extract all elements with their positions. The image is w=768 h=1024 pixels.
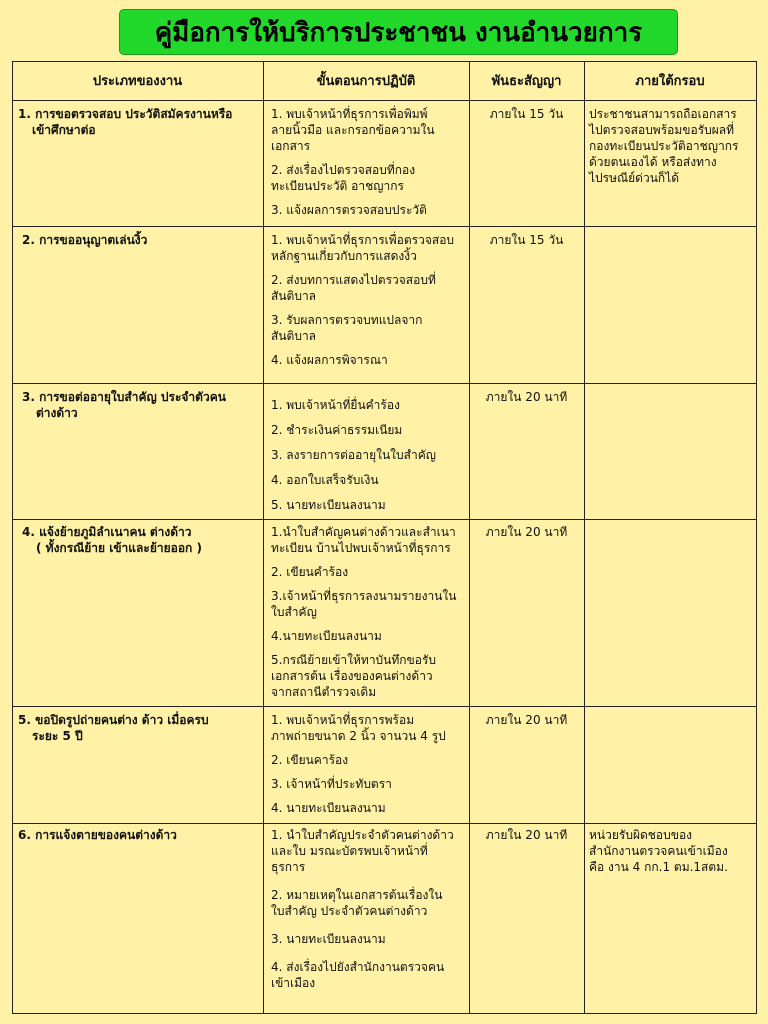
step-line: 4. แจ้งผลการพิจารณา	[271, 353, 388, 367]
row-deadline: ภายใน 20 นาที	[485, 525, 568, 539]
table-row	[18, 712, 258, 744]
step-line: 4. ส่งเรื่องไปยังสำนักงานตรวจคน	[271, 960, 445, 974]
header-type: ประเภทของงาน	[92, 74, 183, 89]
step-line: 3. รับผลการตรวจบทแปลจาก	[271, 313, 423, 327]
step-line: 4. ออกใบเสร็จรับเงิน	[271, 473, 379, 487]
row-steps	[271, 712, 466, 816]
row-framework	[589, 106, 754, 186]
row-deadline: ภายใน 15 วัน	[489, 107, 564, 121]
step-line: ทะเบียน บ้านไปพบเจ้าหน้าที่ธุรการ	[271, 541, 451, 555]
step-line: 3. ลงรายการต่ออายุในใบสำคัญ	[271, 448, 436, 462]
step-line: 1. พบเจ้าหน้าที่ธุรการพร้อม	[271, 713, 415, 727]
framework-line: สำนักงานตรวจคนเข้าเมือง	[589, 844, 728, 858]
row-deadline: ภายใน 20 นาที	[485, 713, 568, 727]
step-line: สันติบาล	[271, 329, 317, 343]
header-framework: ภายใต้กรอบ	[635, 74, 705, 89]
step-line: 1. พบเจ้าหน้าที่ธุรการเพื่อพิมพ์	[271, 107, 428, 121]
step-line: 4. นายทะเบียนลงนาม	[271, 801, 386, 815]
step-line: ใบสำคัญ ประจำตัวคนต่างด้าว	[271, 904, 428, 918]
service-table	[12, 61, 757, 1014]
table-row	[22, 524, 258, 556]
row-type-line2: ระยะ 5 ปี	[32, 729, 83, 743]
step-line: 2. ส่งบทการแสดงไปตรวจสอบที่	[271, 273, 436, 287]
step-line: จากสถานีตำรวจเดิม	[271, 685, 377, 699]
step-line: หลักฐานเกี่ยวกับการแสดงงิ้ว	[271, 249, 417, 263]
row-framework	[589, 827, 754, 875]
row-deadline: ภายใน 20 นาที	[485, 828, 568, 842]
step-line: 2. ส่งเรื่องไปตรวจสอบที่กอง	[271, 163, 416, 177]
step-line: 5. นายทะเบียนลงนาม	[271, 498, 386, 512]
row-steps	[271, 106, 466, 218]
step-line: 3.เจ้าหน้าที่ธุรการลงนามรายงานใน	[271, 589, 457, 603]
step-line: ทะเบียนประวัติ อาชญากร	[271, 179, 404, 193]
row-type-line1: 2. การขออนุญาตเล่นงิ้ว	[22, 233, 148, 247]
step-line: 2. หมายเหตุในเอกสารต้นเรื่องใน	[271, 888, 443, 902]
page-title: คู่มือการให้บริการประชาชน งานอำนวยการ	[119, 9, 678, 55]
step-line: เอกสารต้น เรื่องของคนต่างด้าว	[271, 669, 433, 683]
step-line: ภาพถ่ายขนาด 2 นิ้ว จานวน 4 รูป	[271, 729, 446, 743]
step-line: ลายนิ้วมือ และกรอกข้อความใน	[271, 123, 435, 137]
row-type-line2: เข้าศึกษาต่อ	[32, 123, 96, 137]
table-row	[18, 827, 258, 843]
step-line: ใบสำคัญ	[271, 605, 317, 619]
step-line: ธุรการ	[271, 860, 306, 874]
row-type-line1: 6. การแจ้งตายของคนต่างด้าว	[18, 828, 177, 842]
row-type-line1: 3. การขอต่ออายุใบสำคัญ ประจำตัวคน	[22, 390, 226, 404]
step-line: 3. นายทะเบียนลงนาม	[271, 932, 386, 946]
row-steps	[271, 397, 466, 513]
header-deadline: พันธะสัญญา	[491, 74, 562, 89]
step-line: เอกสาร	[271, 139, 311, 153]
step-line: 2. ชำระเงินค่าธรรมเนียม	[271, 423, 403, 437]
row-steps	[271, 827, 466, 991]
step-line: 1.นำใบสำคัญคนต่างด้าวและสำเนา	[271, 525, 456, 539]
step-line: 5.กรณีย้ายเข้าให้ทาบันทึกขอรับ	[271, 653, 437, 667]
step-line: 1. พบเจ้าหน้าที่ธุรการเพื่อตรวจสอบ	[271, 233, 455, 247]
step-line: 3. แจ้งผลการตรวจสอบประวัติ	[271, 203, 427, 217]
step-line: เข้าเมือง	[271, 976, 316, 990]
step-line: 2. เขียนคำร้อง	[271, 565, 349, 579]
row-type-line1: 1. การขอตรวจสอบ ประวัติสมัครงานหรือ	[18, 107, 233, 121]
table-row	[22, 232, 258, 248]
row-deadline: ภายใน 15 วัน	[489, 233, 564, 247]
row-type-line2: ( ทั้งกรณีย้าย เข้าและย้ายออก )	[36, 541, 202, 555]
framework-line: ประชาชนสามารถถือเอกสาร	[589, 107, 737, 121]
row-steps	[271, 232, 466, 368]
step-line: และใบ มรณะบัตรพบเจ้าหน้าที่	[271, 844, 428, 858]
row-type-line2: ต่างด้าว	[36, 406, 78, 420]
step-line: 4.นายทะเบียนลงนาม	[271, 629, 382, 643]
framework-line: ด้วยตนเองได้ หรือส่งทาง	[589, 155, 717, 169]
step-line: 3. เจ้าหน้าที่ประทับตรา	[271, 777, 392, 791]
framework-line: กองทะเบียนประวัติอาชญากร	[589, 139, 739, 153]
framework-line: คือ งาน 4 กก.1 ตม.1สตม.	[589, 860, 728, 874]
row-type-line1: 5. ขอปิดรูปถ่ายคนต่าง ด้าว เมื่อครบ	[18, 713, 209, 727]
table-row	[18, 106, 258, 138]
step-line: สันติบาล	[271, 289, 317, 303]
row-deadline: ภายใน 20 นาที	[485, 390, 568, 404]
step-line: 1. พบเจ้าหน้าที่ยื่นคำร้อง	[271, 398, 400, 412]
step-line: 2. เขียนคาร้อง	[271, 753, 349, 767]
framework-line: ไปตรวจสอบพร้อมขอรับผลที่	[589, 123, 735, 137]
framework-line: ไปรษณีย์ด่วนก็ได้	[589, 171, 679, 185]
table-row	[22, 389, 258, 421]
row-steps	[271, 524, 466, 700]
step-line: 1. นำใบสำคัญประจำตัวคนต่างด้าว	[271, 828, 454, 842]
row-type-line1: 4. แจ้งย้ายภูมิลำเนาคน ต่างด้าว	[22, 525, 192, 539]
framework-line: หน่วยรับผิดชอบของ	[589, 828, 693, 842]
header-steps: ขั้นตอนการปฏิบัติ	[316, 74, 416, 89]
